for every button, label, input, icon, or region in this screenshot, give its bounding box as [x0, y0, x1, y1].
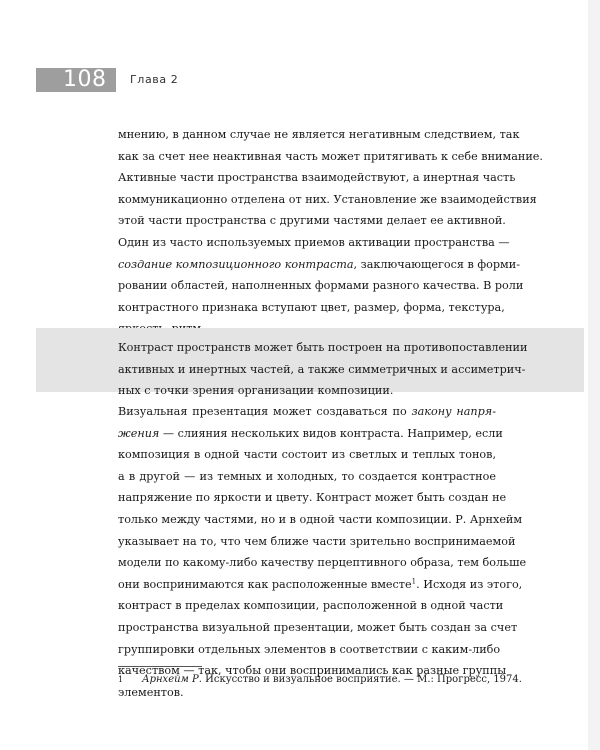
page-number: 108: [63, 67, 107, 92]
chapter-title: Глава 2: [130, 73, 179, 86]
text-line: указывает на то, что чем ближе части зрительно воспринимаемой: [118, 534, 516, 548]
text-line: группировки отдельных элементов в соответствии с каким-либо: [118, 642, 501, 656]
emphasis-term: закону напря-: [411, 405, 496, 418]
paragraph-4: [118, 401, 527, 703]
text-line: модели по какому-либо качеству перцептивного образа, тем больше: [118, 556, 527, 570]
text-fragment: они воспринимаются как расположенные вместе: [118, 577, 412, 591]
page-edge: [588, 0, 600, 750]
text-line: композиция в одной части состоит из светлых и теплых тонов,: [118, 448, 496, 462]
footnote: [118, 672, 522, 688]
text-line: контраст в пределах композиции, расположенной в одной части: [118, 599, 504, 613]
text-line: мнению, в данном случае не является негативным следствием, так: [118, 128, 520, 141]
text-line: [118, 401, 496, 423]
callout-text: [118, 337, 528, 402]
footnote-text: Искусство и визуальное восприятие. — М.: Прогресс, 1974.: [201, 674, 522, 685]
text-line: качеством — так, чтобы они воспринимались как разные группы: [118, 664, 507, 678]
text-line: а в другой — из темных и холодных, то создается контрастное: [118, 469, 496, 483]
text-line: ровании областей, наполненных формами разного качества. В роли: [118, 279, 524, 293]
text-line: Контраст пространств может быть построен на противопоставлении: [118, 341, 528, 354]
text-line: только между частями, но и в одной части композиции. Р. Арнхейм: [118, 512, 523, 526]
emphasis-term: создание композиционного контраста: [118, 257, 354, 271]
paragraph-1: [118, 124, 543, 232]
text-line: этой части пространства с другими частями делает ее активной.: [118, 214, 506, 228]
text-line: Один из часто используемых приемов активации пространства —: [118, 236, 510, 249]
text-fragment: . Исходя из этого,: [416, 577, 523, 591]
text-line: [118, 574, 523, 596]
footnote-reference[interactable]: 1: [411, 577, 417, 586]
text-line: контрастного признака вступают цвет, размер, форма, текстура,: [118, 300, 505, 314]
text-line: Активные части пространства взаимодействуют, а инертная часть: [118, 171, 516, 185]
page-number-box: [36, 68, 116, 92]
text-line: пространства визуальной презентации, может быть создан за счет: [118, 620, 518, 634]
text-fragment: Визуальная презентация может создаваться по: [118, 405, 412, 418]
text-line: напряжение по яркости и цвету. Контраст может быть создан не: [118, 491, 507, 505]
text-fragment: — слияния нескольких видов контраста. Например, если: [159, 426, 503, 440]
text-fragment: , заключающегося в форми-: [353, 257, 520, 271]
footnote-marker: 1: [118, 675, 124, 684]
text-line: активных и инертных частей, а также симметричных и ассиметрич-: [118, 362, 526, 376]
emphasis-term: жения: [118, 426, 160, 440]
text-line: [118, 254, 520, 276]
text-line: элементов.: [118, 685, 184, 699]
text-line: коммуникационно отделена от них. Установление же взаимодействия: [118, 192, 537, 206]
footnote-divider: [118, 666, 202, 667]
footnote-author: Арнхейм Р.: [142, 674, 202, 685]
text-line: ных с точки зрения организации композиции.: [118, 384, 394, 398]
text-line: [118, 423, 503, 445]
paragraph-2: [118, 232, 524, 340]
text-line: как за счет нее неактивная часть может притягивать к себе внимание.: [118, 149, 543, 163]
